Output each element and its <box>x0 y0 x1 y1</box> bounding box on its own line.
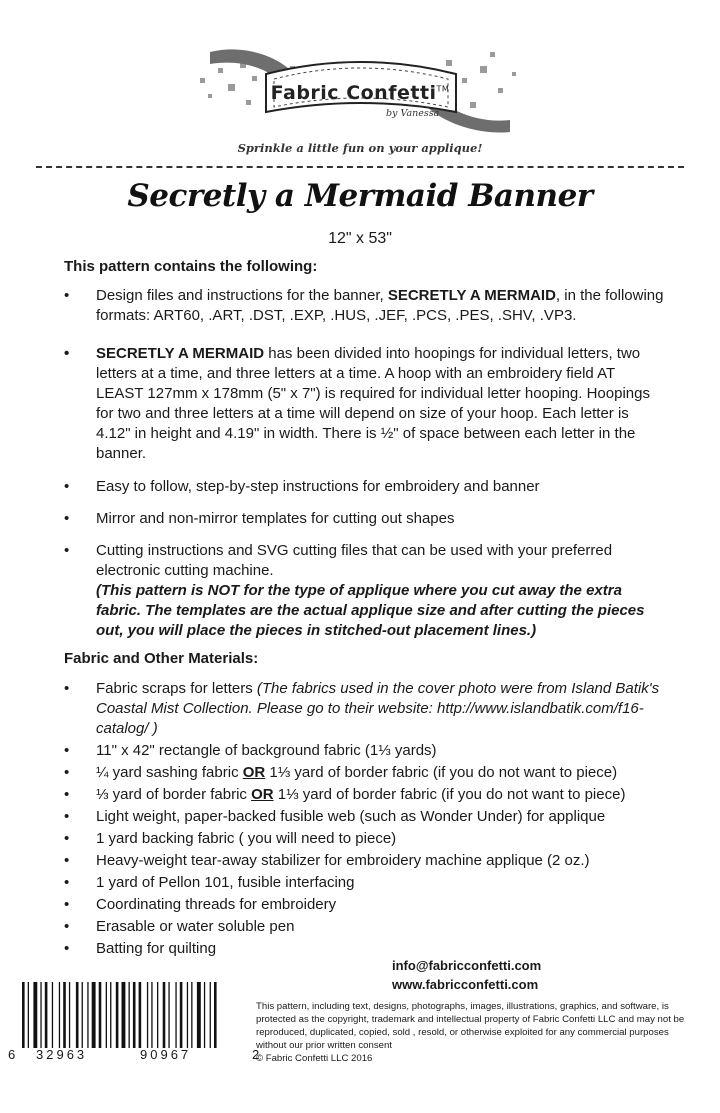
barcode-bar <box>33 982 37 1048</box>
barcode-bar <box>163 982 166 1048</box>
list-item <box>64 344 664 464</box>
bullet: • <box>64 764 70 781</box>
bullet: • <box>64 478 70 495</box>
barcode-digit: 2 <box>252 1047 260 1062</box>
barcode-bar <box>69 982 70 1048</box>
bullet: • <box>64 808 70 825</box>
item-text: Light weight, paper-backed fusible web (such as Wonder Under) for applique <box>96 808 606 825</box>
list-item <box>64 829 664 849</box>
bullet: • <box>64 542 70 559</box>
item-bold-text: SECRETLY A MERMAID <box>387 287 556 304</box>
barcode-bar <box>187 982 188 1048</box>
barcode-bar <box>28 982 29 1048</box>
page-title: Secretly a Mermaid Banner <box>127 178 593 214</box>
list-item <box>64 509 664 529</box>
list-item <box>64 763 664 783</box>
item-text: , in the following formats: ART60, .ART, .DST, .EXP, .HUS, .JEF, .PCS, .PES, .SHV, .VP3. <box>96 287 664 324</box>
item-note: (This pattern is NOT for the type of applique where you cut away the extra fabric. The templates are the actual applique size and after cutting the pieces out, you will place the pieces in stitched-out placement lines.) <box>96 582 645 639</box>
item-text: ¼ yard sashing fabric <box>96 764 243 781</box>
bullet: • <box>64 852 70 869</box>
barcode-bar <box>59 982 60 1048</box>
list-item <box>64 895 664 915</box>
barcode-bar <box>191 982 192 1048</box>
bullet: • <box>64 680 70 697</box>
bullet: • <box>64 742 70 759</box>
item-text: 1 yard backing fabric ( you will need to piece) <box>96 830 397 847</box>
list-item <box>64 477 664 497</box>
barcode-bar <box>110 982 111 1048</box>
or-emphasis: OR <box>251 786 274 803</box>
bullet: • <box>64 510 70 527</box>
logo <box>180 32 540 144</box>
barcode-bar <box>22 982 25 1048</box>
list-item <box>64 917 664 937</box>
contents-heading: This pattern contains the following: <box>64 258 318 275</box>
barcode-bar <box>82 982 83 1048</box>
barcode-bar <box>147 982 148 1048</box>
barcode-bar <box>99 982 102 1048</box>
barcode-bar <box>133 982 136 1048</box>
barcode-bar <box>45 982 48 1048</box>
bullet: • <box>64 830 70 847</box>
barcode <box>22 982 248 1048</box>
item-text: Mirror and non-mirror templates for cutting out shapes <box>96 510 455 527</box>
byline: by Vanessa <box>386 108 440 119</box>
barcode-bar <box>92 982 96 1048</box>
barcode-bar <box>204 982 205 1048</box>
item-text: Design files and instructions for the banner, <box>96 287 388 304</box>
barcode-bar <box>180 982 183 1048</box>
barcode-bar <box>40 982 41 1048</box>
barcode-bar <box>87 982 88 1048</box>
list-item <box>64 851 664 871</box>
item-bold-text: SECRETLY A MERMAID <box>96 345 265 362</box>
list-item <box>64 807 664 827</box>
materials-heading: Fabric and Other Materials: <box>64 650 259 667</box>
contents-list <box>64 286 664 641</box>
barcode-bar <box>175 982 176 1048</box>
barcode-bar <box>151 982 152 1048</box>
barcode-bar <box>157 982 158 1048</box>
item-text: 1 yard of Pellon 101, fusible interfacing <box>96 874 355 891</box>
item-text: ⅓ yard of border fabric <box>96 786 252 803</box>
barcode-digit: 6 <box>8 1047 16 1062</box>
barcode-bar <box>116 982 119 1048</box>
tagline: Sprinkle a little fun on your applique! <box>237 141 483 155</box>
barcode-bar <box>63 982 66 1048</box>
item-text: Erasable or water soluble pen <box>96 918 295 935</box>
materials-list <box>64 679 664 959</box>
website-link[interactable]: www.fabricconfetti.com <box>392 977 539 992</box>
item-note: (The fabrics used in the cover photo were from Island Batik's Coastal Mist Collection. Please go to their website: http://www.islandbatik.com/f16-catalog/ ) <box>96 680 660 737</box>
list-item <box>64 741 664 761</box>
brand-name <box>180 82 540 104</box>
item-text: has been divided into hoopings for individual letters, two letters at a time, and three letters at a time. A hoop with an embroidery field AT LEAST 127mm x 178mm (5" x 7") is required for individual letter hooping. Hoopings for two and three letters at a time will depend on size of your hoop. Each letter is 4.12" in height and 4.19" in width. There is ½" of space between each letter in the banner. <box>96 345 650 462</box>
barcode-bar <box>168 982 169 1048</box>
item-text: 1⅓ yard of border fabric (if you do not want to piece) <box>273 786 626 803</box>
bullet: • <box>64 786 70 803</box>
barcode-bar <box>197 982 201 1048</box>
item-text: 11" x 42" rectangle of background fabric (1⅓ yards) <box>96 742 437 759</box>
item-text: Heavy-weight tear-away stabilizer for embroidery machine applique (2 oz.) <box>96 852 590 869</box>
legal-text: This pattern, including text, designs, photographs, images, illustrations, graphics, and software, is protected as the copyright, trademark and intellectual property of Fabric Confetti LLC and may not be reproduced, duplicated, copied, sold , resold, or otherwise exploited for any commercial purposes without our prior written consent <box>256 1001 685 1051</box>
or-emphasis: OR <box>242 764 266 781</box>
bullet: • <box>64 918 70 935</box>
brand-name-text: Fabric Confetti <box>270 82 437 104</box>
list-item <box>64 939 664 959</box>
barcode-bar <box>139 982 142 1048</box>
list-item <box>64 873 664 893</box>
item-text: Coordinating threads for embroidery <box>96 896 337 913</box>
barcode-bar <box>129 982 130 1048</box>
legal-notice <box>256 1000 696 1065</box>
list-item <box>64 679 664 739</box>
barcode-bar <box>210 982 211 1048</box>
item-text: 1⅓ yard of border fabric (if you do not want to piece) <box>265 764 618 781</box>
trademark: TM <box>436 84 450 94</box>
item-text: Fabric scraps for letters <box>96 680 257 697</box>
email-link[interactable]: info@fabricconfetti.com <box>392 958 542 973</box>
barcode-bar <box>52 982 53 1048</box>
barcode-bar <box>106 982 107 1048</box>
list-item <box>64 286 664 326</box>
list-item <box>64 785 664 805</box>
barcode-digit: 32963 <box>36 1047 88 1062</box>
copyright: © Fabric Confetti LLC 2016 <box>256 1053 373 1064</box>
bullet: • <box>64 940 70 957</box>
bullet: • <box>64 287 70 304</box>
item-text: Cutting instructions and SVG cutting files that can be used with your preferred electronic cutting machine. <box>96 542 613 579</box>
barcode-digit: 90967 <box>140 1047 192 1062</box>
item-text: Easy to follow, step-by-step instructions for embroidery and banner <box>96 478 540 495</box>
item-text: Batting for quilting <box>96 940 217 957</box>
bullet: • <box>64 345 70 362</box>
bullet: • <box>64 874 70 891</box>
bullet: • <box>64 896 70 913</box>
barcode-bar <box>214 982 217 1048</box>
barcode-bar <box>76 982 79 1048</box>
barcode-bar <box>122 982 126 1048</box>
banner-size: 12" x 53" <box>328 230 392 247</box>
dashed-divider <box>36 166 684 168</box>
list-item <box>64 541 664 641</box>
